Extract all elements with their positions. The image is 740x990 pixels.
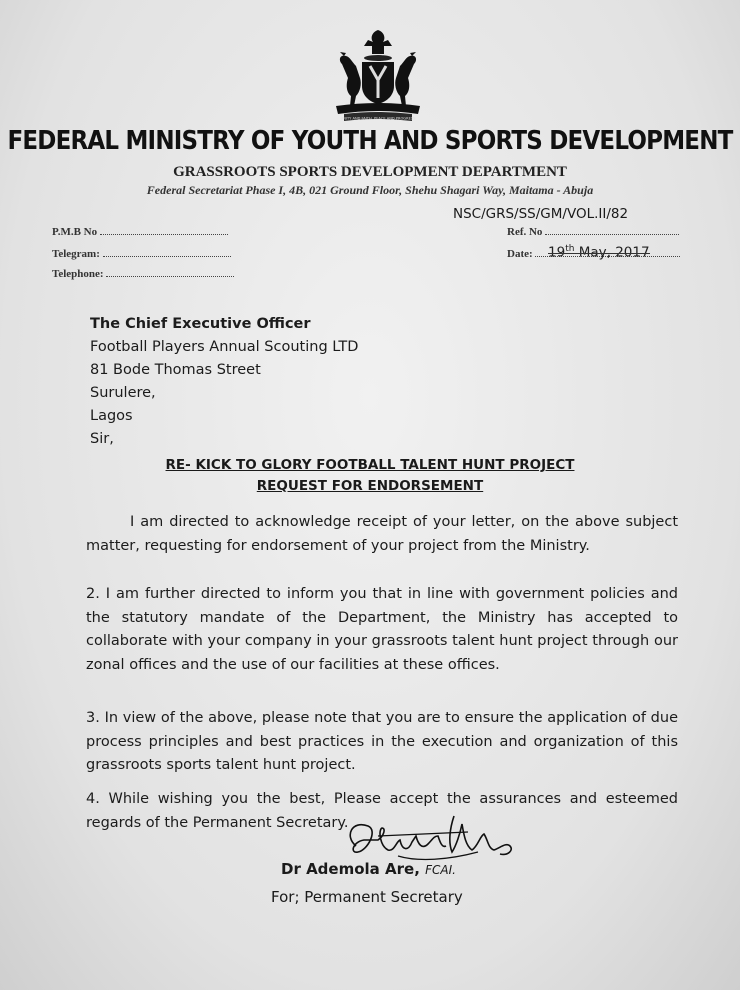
department-name: GRASSROOTS SPORTS DEVELOPMENT DEPARTMENT (173, 164, 567, 180)
signatory-postnominal: FCAI. (425, 863, 456, 877)
addressee-title: The Chief Executive Officer (90, 316, 311, 332)
signatory-on-behalf: For; Permanent Secretary (271, 888, 463, 906)
paragraph-4: 4. While wishing you the best, Please accept the assurances and esteemed regards of the Permanent Secretary. (86, 791, 678, 831)
reference-number: NSC/GRS/SS/GM/VOL.II/82 (453, 206, 629, 222)
addressee-area: Surulere, (90, 385, 156, 401)
date-value: 19th May, 2017 (548, 244, 650, 261)
ministry-name: FEDERAL MINISTRY OF YOUTH AND SPORTS DEVELOPMENT (7, 126, 733, 156)
signatory-name: Dr Ademola Are, FCAI. (281, 860, 456, 878)
telephone-field (52, 267, 234, 280)
salutation: Sir, (90, 431, 114, 447)
addressee-street: 81 Bode Thomas Street (90, 362, 261, 378)
pmb-label: P.M.B No (52, 226, 98, 238)
subject-heading (0, 455, 740, 497)
coat-of-arms-icon (320, 26, 436, 126)
pmb-field (52, 225, 228, 238)
ref-label: Ref. No (507, 226, 543, 238)
ref-field (507, 225, 679, 238)
telegram-label: Telegram: (52, 248, 100, 260)
telephone-label: Telephone: (52, 268, 104, 280)
paragraph-1: I am directed to acknowledge receipt of your letter, on the above subject matter, requesting for endorsement of your project from the Ministry. (86, 514, 678, 554)
addressee-company: Football Players Annual Scouting LTD (90, 339, 359, 355)
ministry-address: Federal Secretariat Phase I, 4B, 021 Ground Floor, Shehu Shagari Way, Maitama - Abuja (146, 183, 594, 197)
addressee-city: Lagos (90, 408, 133, 424)
paragraph-3: 3. In view of the above, please note that you are to ensure the application of due process principles and best practices in the execution and organization of this grassroots sports talent hunt project. (86, 710, 678, 773)
crest-motto: UNITY AND FAITH, PEACE AND PROGRESS (340, 116, 416, 121)
paragraph-2: 2. I am further directed to inform you that in line with government policies and the statutory mandate of the Department, the Ministry has accepted to collaborate with your company in your grassroots talent hunt project through our zonal offices and the use of our facilities at these offices. (86, 586, 678, 673)
subject-line-1: RE- KICK TO GLORY FOOTBALL TALENT HUNT PROJECT (165, 457, 575, 473)
date-label: Date: (507, 248, 533, 260)
addressee-block (90, 313, 358, 451)
subject-line-2: REQUEST FOR ENDORSEMENT (256, 478, 484, 494)
telegram-field (52, 247, 231, 260)
